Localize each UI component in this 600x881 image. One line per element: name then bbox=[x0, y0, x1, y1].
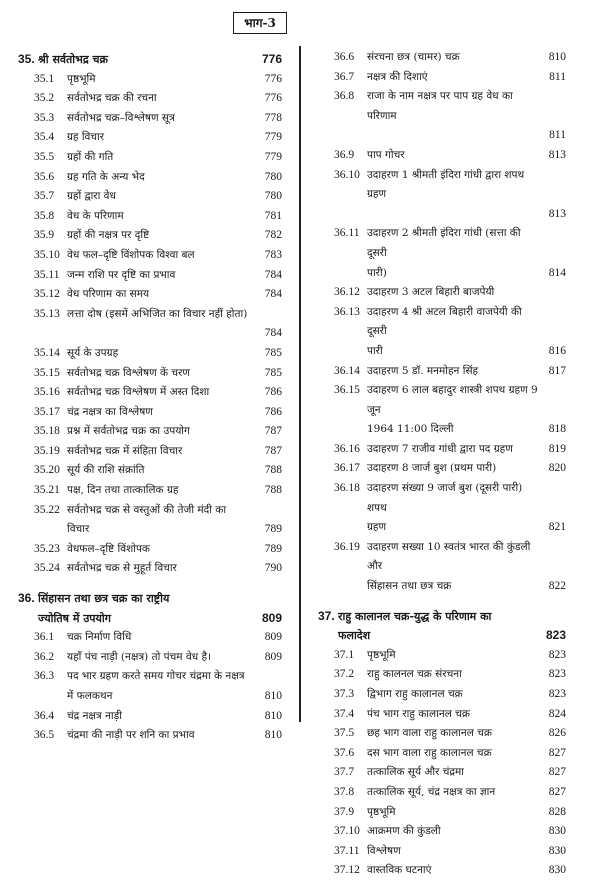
entry-number: 36.16 bbox=[334, 442, 360, 455]
toc-section-entry[interactable] bbox=[318, 685, 566, 705]
entry-page-number: 781 bbox=[264, 209, 282, 222]
toc-section-entry[interactable] bbox=[18, 266, 282, 286]
entry-number: 35.20 bbox=[34, 464, 60, 477]
part-heading: भाग-3 bbox=[233, 12, 287, 34]
toc-entry-continuation[interactable] bbox=[18, 324, 282, 344]
toc-entry-continuation[interactable] bbox=[318, 626, 566, 646]
entry-page-number: 810 bbox=[264, 729, 282, 742]
toc-section-entry[interactable] bbox=[18, 285, 282, 305]
entry-page-number: 824 bbox=[548, 707, 566, 720]
toc-entry-continuation[interactable] bbox=[18, 520, 282, 540]
section-gap bbox=[18, 579, 282, 587]
toc-entry-continuation[interactable] bbox=[318, 126, 566, 146]
entry-title: नक्षत्र की दिशाएं bbox=[367, 70, 428, 83]
entry-page-number: 788 bbox=[264, 484, 282, 497]
entry-number: 35.4 bbox=[34, 131, 55, 144]
entry-page-number: 830 bbox=[548, 825, 566, 838]
entry-page-number: 776 bbox=[264, 72, 282, 85]
section-gap bbox=[318, 597, 566, 605]
entry-page-number: 779 bbox=[264, 150, 282, 163]
entry-title: राजा के नाम नक्षत्र पर पाप ग्रह वेध का परिणाम bbox=[367, 90, 513, 122]
entry-number: 36.9 bbox=[334, 148, 355, 161]
toc-entry-continuation[interactable] bbox=[18, 609, 282, 629]
entry-number: 36.19 bbox=[334, 540, 360, 553]
entry-number: 35.17 bbox=[34, 405, 60, 418]
entry-title: में फलकथन bbox=[67, 690, 113, 702]
entry-number: 36.11 bbox=[334, 227, 360, 240]
entry-title: द्विभाग राहु कालानल चक्र bbox=[367, 688, 463, 700]
entry-number: 36.15 bbox=[334, 384, 360, 397]
entry-number: 37.5 bbox=[334, 727, 355, 740]
toc-section-entry[interactable] bbox=[18, 187, 282, 207]
entry-number: 35.16 bbox=[34, 386, 60, 399]
entry-number: 35.10 bbox=[34, 248, 60, 261]
entry-title: पारी bbox=[367, 344, 383, 357]
toc-entry-continuation[interactable] bbox=[18, 687, 282, 707]
toc-section-entry[interactable] bbox=[318, 440, 566, 460]
toc-section-entry[interactable] bbox=[318, 381, 566, 420]
toc-section-entry[interactable] bbox=[18, 168, 282, 188]
entry-title: तत्कालिक सूर्य और चंद्रमा bbox=[367, 766, 464, 779]
toc-section-entry[interactable] bbox=[318, 224, 566, 263]
entry-title: विचार bbox=[67, 523, 90, 536]
entry-title: पक्ष, दिन तथा तात्कालिक ग्रह bbox=[67, 484, 179, 497]
entry-page-number: 776 bbox=[261, 52, 282, 66]
entry-number: 35. bbox=[18, 52, 35, 66]
toc-left-column bbox=[18, 48, 282, 746]
entry-title: उदाहरण 1 श्रीमती इंदिरा गांधी द्वारा शपथ ग्रहण bbox=[367, 168, 525, 201]
toc-section-entry[interactable] bbox=[318, 303, 566, 342]
entry-number: 36.8 bbox=[334, 90, 355, 103]
entry-title: प्रश्न में सर्वतोभद्र चक्र का उपयोग bbox=[67, 425, 190, 438]
entry-title: सर्वतोभद्र चक्र में संहिता विचार bbox=[67, 444, 183, 457]
entry-title: उदाहरण 4 श्री अटल बिहारी वाजपेयी की दूसरी bbox=[367, 305, 522, 338]
entry-number: 36.3 bbox=[34, 670, 55, 683]
entry-title: पाप गोचर bbox=[367, 148, 405, 161]
entry-title: जन्म राशि पर दृष्टि का प्रभाव bbox=[67, 268, 176, 281]
entry-title: ग्रह विचार bbox=[67, 131, 105, 144]
entry-page-number: 822 bbox=[548, 580, 566, 593]
entry-page-number: 782 bbox=[264, 229, 282, 242]
entry-title: सर्वतोभद्र चक्र विश्लेषण में अस्त दिशा bbox=[67, 386, 210, 399]
toc-section-entry[interactable] bbox=[318, 842, 566, 862]
entry-title: दस भाग वाला राहु कालानल चक्र bbox=[367, 746, 492, 759]
toc-entry-continuation[interactable] bbox=[318, 205, 566, 225]
entry-title: उदाहरण सख्या 10 स्वतंत्र भारत की कुंडली और bbox=[367, 540, 531, 573]
toc-section-entry[interactable] bbox=[18, 403, 282, 423]
entry-title: लत्ता दोष (इसमें अभिजित का विचार नहीं होता) bbox=[67, 307, 248, 320]
entry-title: वेध के परिणाम bbox=[67, 209, 124, 222]
entry-number: 35.15 bbox=[34, 366, 60, 379]
toc-section-entry[interactable] bbox=[318, 744, 566, 764]
entry-page-number: 810 bbox=[548, 51, 566, 63]
entry-title: यहाँ पंच नाड़ी (नक्षत्र) तो पंचम वेध है। bbox=[67, 650, 212, 663]
toc-section-entry[interactable] bbox=[18, 70, 282, 90]
entry-page-number: 826 bbox=[548, 727, 566, 740]
entry-page-number: 789 bbox=[264, 542, 282, 555]
entry-title: ग्रहण bbox=[367, 521, 387, 534]
entry-page-number: 780 bbox=[264, 190, 282, 203]
entry-title: उदाहरण 5 डॉ. मनमोहन सिंह bbox=[367, 364, 479, 377]
entry-number: 35.1 bbox=[34, 72, 55, 85]
entry-title: छह भाग वाला राहु कालानल चक्र bbox=[367, 727, 492, 740]
toc-entry-continuation[interactable] bbox=[318, 518, 566, 538]
toc-section-entry[interactable] bbox=[18, 383, 282, 403]
entry-title: वेध परिणाम का समय bbox=[67, 288, 150, 301]
entry-page-number: 816 bbox=[548, 344, 566, 357]
entry-number: 35.6 bbox=[34, 170, 55, 183]
toc-section-entry[interactable] bbox=[18, 128, 282, 148]
entry-page-number: 779 bbox=[264, 131, 282, 144]
entry-page-number: 788 bbox=[264, 464, 282, 477]
entry-page-number: 823 bbox=[548, 688, 566, 700]
toc-section-entry[interactable] bbox=[18, 364, 282, 384]
entry-title: सर्वतोभद्र चक्र से वस्तुओं की तेजी मंदी का bbox=[67, 503, 227, 516]
entry-number: 35.21 bbox=[34, 484, 60, 497]
toc-section-entry[interactable] bbox=[318, 166, 566, 205]
entry-number: 37.6 bbox=[334, 746, 355, 759]
entry-title: उदाहरण 8 जार्ज बुश (प्रथम पारी) bbox=[367, 462, 497, 475]
toc-section-entry[interactable] bbox=[18, 481, 282, 501]
entry-page-number: 823 bbox=[548, 648, 566, 661]
entry-title: 1964 11:00 दिल्ली bbox=[367, 423, 454, 436]
toc-section-entry[interactable] bbox=[18, 246, 282, 266]
entry-title: श्री सर्वतोभद्र चक्र bbox=[38, 53, 108, 66]
entry-page-number: 776 bbox=[264, 92, 282, 105]
entry-number: 35.18 bbox=[34, 425, 60, 438]
entry-number: 36.5 bbox=[34, 729, 55, 742]
entry-page-number: 827 bbox=[548, 785, 566, 798]
entry-page-number: 823 bbox=[548, 668, 566, 681]
entry-number: 35.3 bbox=[34, 111, 55, 124]
entry-number: 37.10 bbox=[334, 825, 360, 838]
entry-page-number: 818 bbox=[548, 423, 566, 436]
entry-number: 37.4 bbox=[334, 707, 355, 720]
entry-page-number: 827 bbox=[548, 746, 566, 759]
entry-number: 35.9 bbox=[34, 229, 55, 242]
entry-title: ग्रहों की गति bbox=[67, 150, 114, 163]
toc-section-entry[interactable] bbox=[18, 559, 282, 579]
entry-page-number: 810 bbox=[264, 709, 282, 722]
entry-title: संरचना छत्र (चामर) चक्र bbox=[367, 51, 460, 63]
entry-page-number: 785 bbox=[264, 366, 282, 379]
entry-number: 35.7 bbox=[34, 190, 55, 203]
entry-page-number: 784 bbox=[264, 268, 282, 281]
entry-title: ग्रह गति के अन्य भेद bbox=[67, 170, 145, 183]
toc-entry-continuation[interactable] bbox=[318, 264, 566, 284]
entry-page-number: 813 bbox=[548, 148, 566, 161]
entry-title: सूर्य की राशि संक्रांति bbox=[67, 464, 145, 477]
toc-section-entry[interactable] bbox=[18, 648, 282, 668]
entry-title: ज्योतिष में उपयोग bbox=[38, 611, 111, 625]
entry-number: 37.8 bbox=[334, 785, 355, 798]
toc-section-entry[interactable] bbox=[18, 501, 282, 521]
toc-section-entry[interactable] bbox=[318, 87, 566, 126]
entry-title: चंद्र नक्षत्र नाड़ी bbox=[67, 709, 122, 722]
entry-number: 35.14 bbox=[34, 346, 60, 359]
entry-title: उदाहरण 2 श्रीमती इंदिरा गांधी (सत्ता की दूसरी bbox=[367, 227, 521, 259]
toc-section-entry[interactable] bbox=[18, 148, 282, 168]
entry-page-number: 814 bbox=[548, 266, 566, 279]
entry-number: 35.13 bbox=[34, 307, 60, 320]
toc-chapter-entry[interactable] bbox=[18, 589, 282, 609]
entry-number: 35.19 bbox=[34, 444, 60, 457]
entry-page-number: 828 bbox=[548, 805, 566, 818]
entry-page-number: 809 bbox=[264, 631, 282, 644]
entry-number: 36.10 bbox=[334, 168, 360, 181]
entry-number: 36.4 bbox=[34, 709, 55, 722]
entry-page-number: 809 bbox=[261, 610, 282, 625]
entry-number: 36.12 bbox=[334, 286, 360, 299]
entry-page-number: 827 bbox=[548, 766, 566, 779]
toc-section-entry[interactable] bbox=[18, 422, 282, 442]
entry-number: 36.17 bbox=[334, 462, 360, 475]
entry-page-number: 811 bbox=[549, 70, 566, 83]
toc-section-entry[interactable] bbox=[318, 459, 566, 479]
toc-section-entry[interactable] bbox=[18, 207, 282, 227]
toc-section-entry[interactable] bbox=[318, 283, 566, 303]
toc-section-entry[interactable] bbox=[18, 628, 282, 648]
entry-page-number: 817 bbox=[548, 364, 566, 377]
entry-number: 35.8 bbox=[34, 209, 55, 222]
entry-number: 36.6 bbox=[334, 51, 355, 63]
toc-chapter-entry[interactable] bbox=[318, 607, 566, 627]
entry-title: सर्वतोभद्र चक्र–विश्लेषण सूत्र bbox=[67, 111, 175, 124]
entry-title: उदाहरण 7 राजीव गांधी द्वारा पद ग्रहण bbox=[367, 442, 513, 455]
entry-number: 37.1 bbox=[334, 648, 355, 661]
toc-entry-continuation[interactable] bbox=[318, 577, 566, 597]
toc-right-column bbox=[318, 48, 566, 881]
entry-number: 37.9 bbox=[334, 805, 355, 818]
toc-section-entry[interactable] bbox=[318, 538, 566, 577]
toc-section-entry[interactable] bbox=[318, 822, 566, 842]
toc-entry-continuation[interactable] bbox=[318, 420, 566, 440]
entry-title: राहु कालनल चक्र संरचना bbox=[367, 668, 462, 681]
entry-page-number: 786 bbox=[264, 386, 282, 399]
toc-section-entry[interactable] bbox=[318, 724, 566, 744]
column-divider bbox=[299, 46, 301, 722]
entry-page-number: 784 bbox=[264, 327, 282, 340]
entry-title: ग्रहों द्वारा वेध bbox=[67, 190, 116, 203]
entry-number: 35.24 bbox=[34, 562, 60, 575]
toc-section-entry[interactable] bbox=[318, 362, 566, 382]
entry-number: 36.13 bbox=[334, 305, 360, 318]
entry-title: ग्रहों की नक्षत्र पर दृष्टि bbox=[67, 229, 150, 242]
entry-number: 36. bbox=[18, 591, 35, 606]
entry-title: पृष्ठभूमि bbox=[67, 72, 96, 85]
entry-page-number: 821 bbox=[548, 521, 566, 534]
entry-number: 36.7 bbox=[334, 70, 355, 83]
toc-section-entry[interactable] bbox=[318, 646, 566, 666]
entry-title: सर्वतोभद्र चक्र विश्लेषण कें चरण bbox=[67, 366, 190, 379]
entry-page-number: 823 bbox=[545, 628, 566, 643]
entry-title: पद भार ग्रहण करते समय गोचर चंद्रमा के नक्षत्र bbox=[67, 670, 245, 683]
entry-number: 35.2 bbox=[34, 92, 55, 105]
toc-section-entry[interactable] bbox=[18, 461, 282, 481]
entry-number: 35.12 bbox=[34, 288, 60, 301]
toc-section-entry[interactable] bbox=[18, 344, 282, 364]
entry-page-number: 786 bbox=[264, 405, 282, 418]
entry-page-number: 809 bbox=[264, 650, 282, 663]
toc-section-entry[interactable] bbox=[18, 226, 282, 246]
toc-section-entry[interactable] bbox=[318, 803, 566, 823]
toc-section-entry[interactable] bbox=[318, 146, 566, 166]
entry-number: 35.11 bbox=[34, 268, 60, 281]
entry-title: वेधफल–दृष्टि विंशोपक bbox=[67, 542, 150, 555]
entry-title: राहु कालानल चक्र-युद्ध के परिणाम का bbox=[338, 609, 492, 623]
entry-title: उदाहरण संख्या 9 जार्ज बुश (दूसरी पारी) शपथ bbox=[367, 482, 523, 514]
entry-title: सर्वतोभद्र चक्र की रचना bbox=[67, 92, 157, 105]
entry-page-number: 810 bbox=[264, 690, 282, 702]
entry-page-number: 830 bbox=[548, 844, 566, 857]
entry-page-number: 783 bbox=[264, 248, 282, 261]
toc-section-entry[interactable] bbox=[18, 726, 282, 746]
entry-page-number: 813 bbox=[548, 207, 566, 220]
entry-page-number: 787 bbox=[264, 444, 282, 457]
entry-page-number: 780 bbox=[264, 170, 282, 183]
entry-title: चंद्रमा की नाड़ी पर शनि का प्रभाव bbox=[67, 729, 195, 742]
entry-number: 35.5 bbox=[34, 150, 55, 163]
entry-title: पारी) bbox=[367, 266, 387, 279]
toc-section-entry[interactable] bbox=[318, 68, 566, 88]
entry-title: चंद्र नक्षत्र का विश्लेषण bbox=[67, 405, 153, 418]
entry-title: फलादेश bbox=[338, 629, 371, 643]
entry-title: पंच भाग राहु कालानल चक्र bbox=[367, 707, 470, 720]
toc-section-entry[interactable] bbox=[318, 48, 566, 68]
entry-title: आक्रमण की कुंडली bbox=[367, 825, 441, 838]
toc-section-entry[interactable] bbox=[318, 861, 566, 881]
entry-number: 37.7 bbox=[334, 766, 355, 779]
entry-title: विश्लेषण bbox=[367, 844, 401, 857]
entry-page-number: 820 bbox=[548, 462, 566, 475]
toc-section-entry[interactable] bbox=[18, 540, 282, 560]
entry-number: 37.11 bbox=[334, 844, 360, 857]
entry-number: 36.18 bbox=[334, 482, 360, 495]
toc-section-entry[interactable] bbox=[18, 707, 282, 727]
entry-number: 37.2 bbox=[334, 668, 355, 681]
entry-page-number: 787 bbox=[264, 425, 282, 438]
entry-page-number: 811 bbox=[549, 129, 566, 142]
toc-chapter-entry[interactable] bbox=[18, 50, 282, 70]
entry-title: पृष्ठभूमि bbox=[367, 648, 396, 661]
entry-page-number: 830 bbox=[548, 864, 566, 877]
entry-title: उदाहरण 6 लाल बहादुर शास्त्री शपथ ग्रहण 9 जून bbox=[367, 384, 538, 416]
entry-number: 35.22 bbox=[34, 503, 60, 516]
entry-number: 37.3 bbox=[334, 688, 355, 700]
toc-section-entry[interactable] bbox=[18, 667, 282, 687]
entry-title: चक्र निर्माण विधि bbox=[67, 631, 132, 644]
entry-number: 37.12 bbox=[334, 864, 360, 877]
toc-section-entry[interactable] bbox=[318, 783, 566, 803]
entry-number: 36.14 bbox=[334, 364, 360, 377]
toc-section-entry[interactable] bbox=[18, 442, 282, 462]
entry-page-number: 819 bbox=[548, 442, 566, 455]
toc-entry-continuation[interactable] bbox=[318, 342, 566, 362]
entry-title: सिंहासन तथा छत्र चक्र का राष्ट्रीय bbox=[38, 592, 170, 606]
toc-section-entry[interactable] bbox=[318, 665, 566, 685]
entry-title: सर्वतोभद्र चक्र से मुहूर्त विचार bbox=[67, 562, 177, 575]
entry-number: 35.23 bbox=[34, 542, 60, 555]
entry-number: 36.1 bbox=[34, 631, 55, 644]
entry-title: वास्तविक घटनाएं bbox=[367, 864, 432, 877]
entry-title: उदाहरण 3 अटल बिहारी बाजपेयी bbox=[367, 286, 495, 299]
toc-section-entry[interactable] bbox=[18, 305, 282, 325]
toc-section-entry[interactable] bbox=[18, 109, 282, 129]
entry-title: सिंहासन तथा छत्र चक्र bbox=[367, 580, 452, 593]
entry-page-number: 778 bbox=[264, 111, 282, 124]
toc-section-entry[interactable] bbox=[318, 479, 566, 518]
entry-page-number: 790 bbox=[264, 562, 282, 575]
entry-title: सूर्य के उपग्रह bbox=[67, 346, 119, 359]
entry-number: 36.2 bbox=[34, 650, 55, 663]
toc-section-entry[interactable] bbox=[318, 705, 566, 725]
entry-page-number: 785 bbox=[264, 346, 282, 359]
entry-page-number: 784 bbox=[264, 288, 282, 301]
entry-title: वेध फल–दृष्टि विंशोपक विश्वा बल bbox=[67, 248, 195, 261]
toc-section-entry[interactable] bbox=[318, 763, 566, 783]
entry-page-number: 789 bbox=[264, 523, 282, 536]
entry-title: पृष्ठभूमि bbox=[367, 805, 396, 818]
entry-title: तत्कालिक सूर्य, चंद्र नक्षत्र का ज्ञान bbox=[367, 785, 496, 798]
entry-number: 37. bbox=[318, 608, 335, 623]
toc-section-entry[interactable] bbox=[18, 89, 282, 109]
